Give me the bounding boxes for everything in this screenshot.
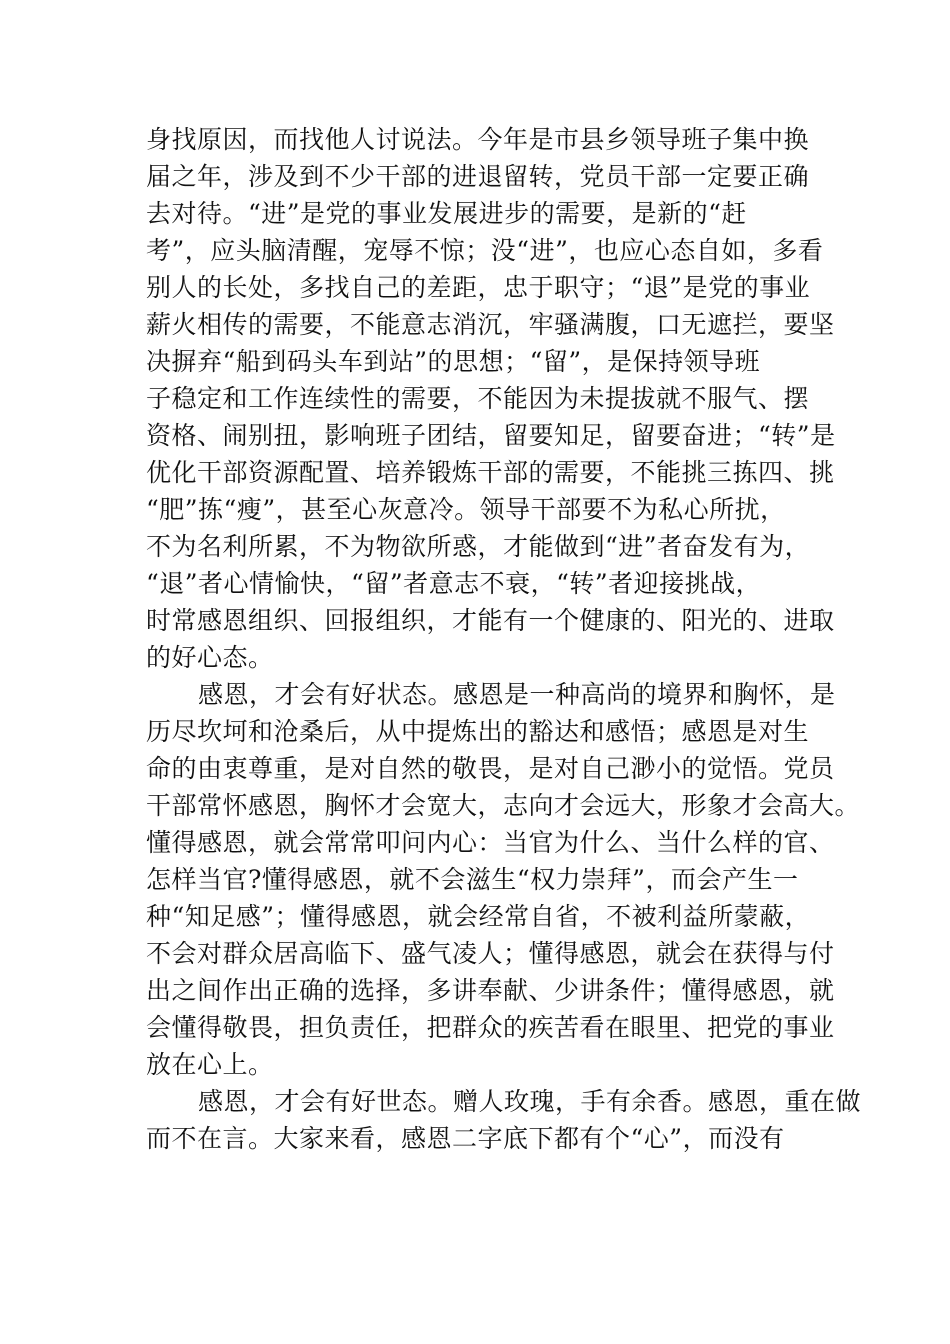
paragraph-line: 时常感恩组织、回报组织，才能有一个健康的、阳光的、进取 [146,606,835,635]
paragraph-line: 不会对群众居高临下、盛气凌人；懂得感恩，就会在获得与付 [146,939,835,968]
paragraph-line: 感恩，才会有好世态。赠人玫瑰，手有余香。感恩，重在做 [198,1087,862,1116]
paragraph-line: 届之年，涉及到不少干部的进退留转，党员干部一定要正确 [146,162,810,191]
paragraph-line: 放在心上。 [146,1050,274,1079]
paragraph-line: 不为名利所累，不为物欲所惑，才能做到“进”者奋发有为， [146,532,811,561]
paragraph-3 [146,1083,862,1157]
paragraph-line: 去对待。“进”是党的事业发展进步的需要，是新的“赶 [146,199,747,228]
paragraph-line: 考”，应头脑清醒，宠辱不惊；没“进”，也应心态自如，多看 [146,236,824,265]
paragraph-line: 懂得感恩，就会常常叩问内心：当官为什么、当什么样的官、 [146,828,835,857]
paragraph-line: 会懂得敬畏，担负责任，把群众的疾苦看在眼里、把党的事业 [146,1013,835,1042]
paragraph-line: 资格、闹别扭，影响班子团结，留要知足，留要奋进；“转”是 [146,421,836,450]
paragraph-line: 感恩，才会有好状态。感恩是一种高尚的境界和胸怀，是 [198,680,836,709]
paragraph-line: 命的由衷尊重，是对自然的敬畏，是对自己渺小的觉悟。党员 [146,754,835,783]
paragraph-line: 干部常怀感恩，胸怀才会宽大，志向才会远大，形象才会高大。 [146,791,861,820]
paragraph-line: “肥”拣“瘦”，甚至心灰意冷。领导干部要不为私心所扰， [146,495,786,524]
paragraph-line: 优化干部资源配置、培养锻炼干部的需要，不能挑三拣四、挑 [146,458,835,487]
paragraph-line: 出之间作出正确的选择，多讲奉献、少讲条件；懂得感恩，就 [146,976,835,1005]
paragraph-1 [146,121,836,676]
document-body [146,121,862,1157]
paragraph-line: 身找原因，而找他人讨说法。今年是市县乡领导班子集中换 [146,125,810,154]
paragraph-line: “退”者心情愉快，“留”者意志不衰，“转”者迎接挑战， [146,569,762,598]
paragraph-line: 薪火相传的需要，不能意志消沉，牢骚满腹，口无遮拦，要坚 [146,310,835,339]
paragraph-line: 子稳定和工作连续性的需要，不能因为未提拔就不服气、摆 [146,384,810,413]
paragraph-line: 的好心态。 [146,643,274,672]
paragraph-2 [146,676,861,1083]
paragraph-line: 历尽坎坷和沧桑后，从中提炼出的豁达和感悟；感恩是对生 [146,717,810,746]
paragraph-line: 而不在言。大家来看，感恩二字底下都有个“心”，而没有 [146,1124,785,1153]
paragraph-line: 决摒弃“船到码头车到站”的思想；“留”，是保持领导班 [146,347,761,376]
paragraph-line: 别人的长处，多找自己的差距，忠于职守；“退”是党的事业 [146,273,811,302]
paragraph-line: 怎样当官?懂得感恩，就不会滋生“权力崇拜”，而会产生一 [146,865,799,894]
paragraph-line: 种“知足感”；懂得感恩，就会经常自省，不被利益所蒙蔽， [146,902,811,931]
